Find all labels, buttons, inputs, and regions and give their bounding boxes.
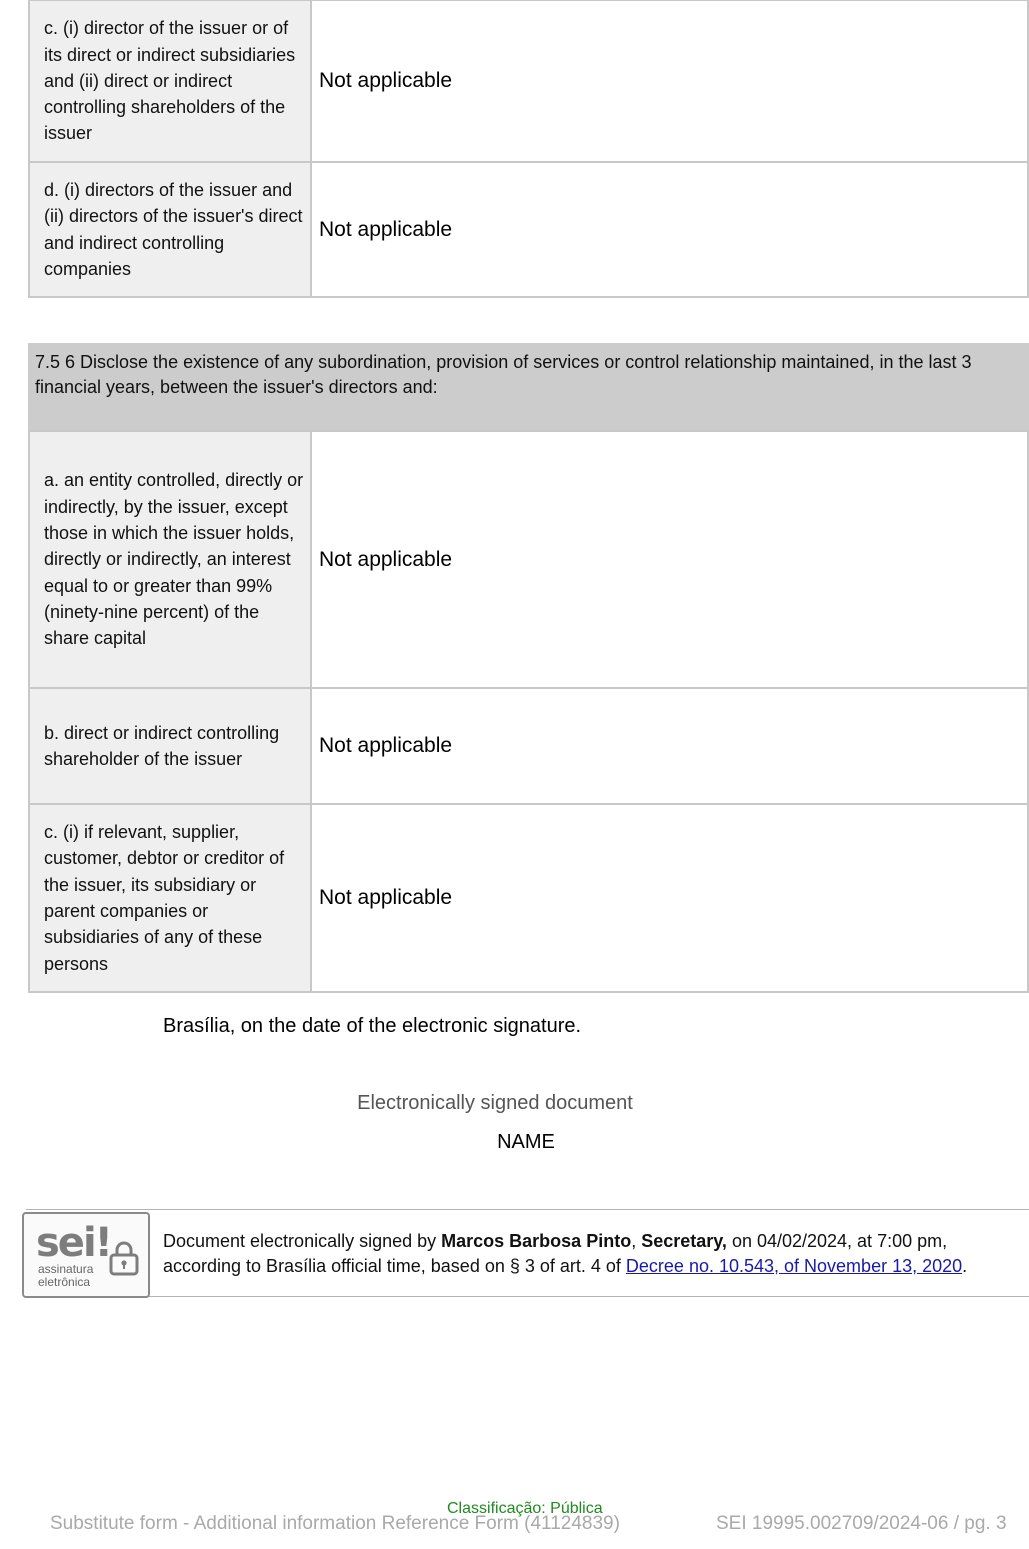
signature-text-prefix: Document electronically signed by [163, 1231, 442, 1251]
separator: , [631, 1231, 642, 1251]
section-heading [28, 343, 1029, 431]
row-value: Not applicable [311, 0, 1028, 162]
padlock-icon [108, 1240, 140, 1276]
table-row [29, 162, 1028, 297]
seal-caption: assinatura [38, 1262, 94, 1276]
section-heading-text: 7.5 6 Disclose the existence of any subordination, provision of services or control relationship maintained, in the last 3 financial years, between the issuer's directors and: [35, 352, 972, 397]
table-row [29, 804, 1028, 992]
table-row [29, 688, 1028, 804]
seal-caption: eletrônica [38, 1275, 91, 1289]
signer-name-placeholder: NAME [497, 1131, 555, 1153]
row-value: Not applicable [311, 162, 1028, 297]
row-label: a. an entity controlled, directly or indirectly, by the issuer, except those in which the issuer holds, directly or indirectly, an interest equal to or greater than 99% (ninety-nine percent) of the share capital [29, 431, 311, 688]
relationship-table [28, 430, 1029, 993]
signature-text-middle: on 04/02/2024, at 7:00 pm, according to Brasília official time, based on § 3 of art. 4 of [163, 1231, 948, 1276]
signature-text [163, 1229, 1013, 1279]
table-row [29, 0, 1028, 162]
row-label: d. (i) directors of the issuer and (ii) directors of the issuer's direct and indirect controlling companies [29, 162, 311, 297]
sei-seal [22, 1212, 150, 1298]
footer-form-reference: Substitute form - Additional information Reference Form (41124839) [50, 1513, 620, 1534]
classification-label: Classificação: Pública [447, 1500, 603, 1517]
signer-role: Secretary, [641, 1231, 727, 1251]
footer-page-reference: SEI 19995.002709/2024-06 / pg. 3 [716, 1513, 1007, 1534]
row-label: b. direct or indirect controlling shareholder of the issuer [29, 688, 311, 804]
table-row [29, 431, 1028, 688]
decree-link[interactable]: Decree no. 10.543, of November 13, 2020 [625, 1256, 963, 1276]
sei-logo: sei! [36, 1220, 111, 1266]
row-value: Not applicable [311, 804, 1028, 992]
signature-text-end: . [962, 1256, 968, 1276]
signer-name: Marcos Barbosa Pinto [441, 1231, 632, 1251]
signed-document-title: Electronically signed document [357, 1092, 633, 1114]
directors-table [28, 0, 1029, 298]
row-value: Not applicable [311, 431, 1028, 688]
row-label: c. (i) if relevant, supplier, customer, debtor or creditor of the issuer, its subsidiary or parent companies or subsidiaries of any of these persons [29, 804, 311, 992]
place-date: Brasília, on the date of the electronic signature. [163, 1015, 582, 1037]
row-label: c. (i) director of the issuer or of its direct or indirect subsidiaries and (ii) direct or indirect controlling shareholders of the issuer [29, 0, 311, 162]
row-value: Not applicable [311, 688, 1028, 804]
